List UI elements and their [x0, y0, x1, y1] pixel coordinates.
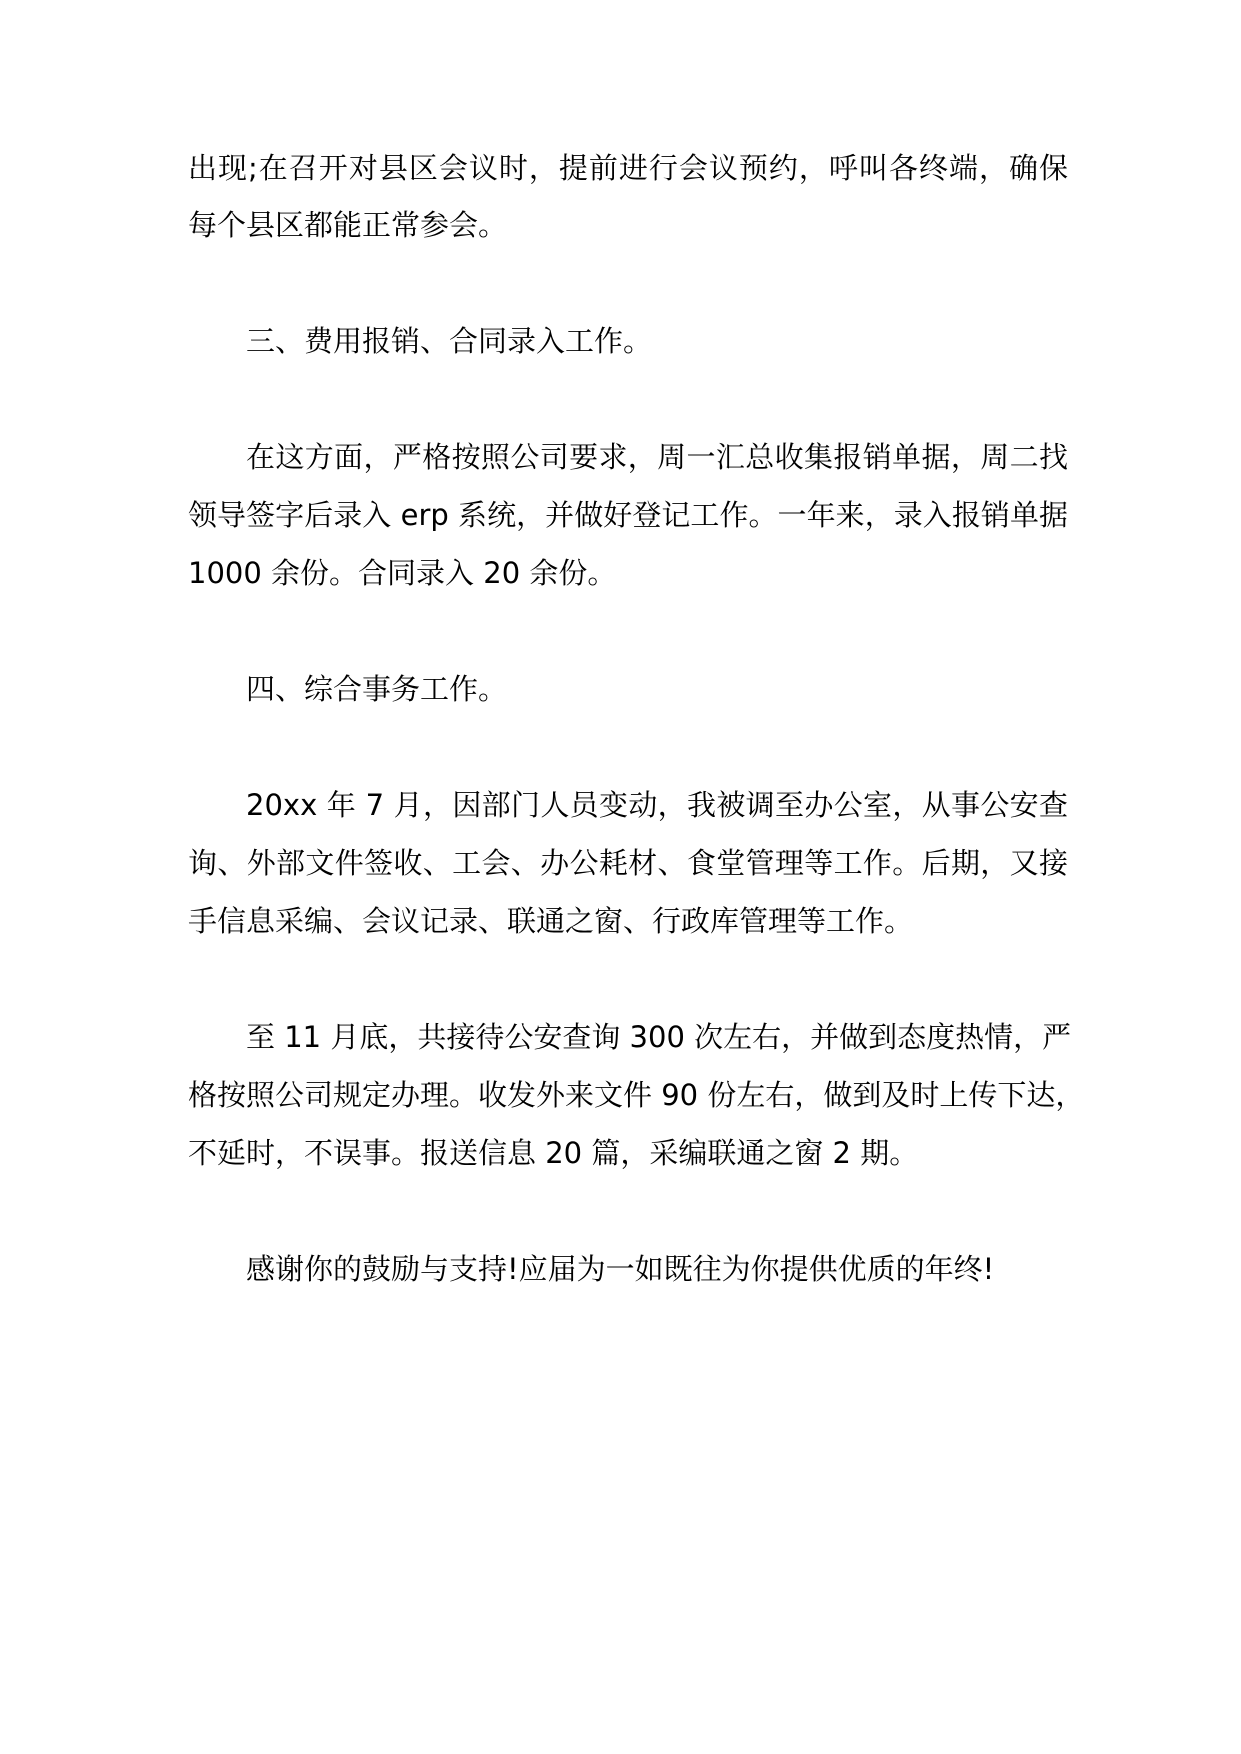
paragraph-line: 格按照公司规定办理。收发外来文件 90 份左右，做到及时上传下达， — [188, 1078, 1085, 1112]
section-heading: 三、费用报销、合同录入工作。 — [246, 324, 653, 358]
paragraph-line: 在这方面，严格按照公司要求，周一汇总收集报销单据，周二找 — [246, 440, 1068, 474]
paragraph-line: 至 11 月底，共接待公安查询 300 次左右，并做到态度热情，严 — [246, 1020, 1072, 1054]
paragraph-line: 出现;在召开对县区会议时，提前进行会议预约，呼叫各终端，确保 — [188, 151, 1068, 185]
paragraph-line: 20xx 年 7 月，因部门人员变动，我被调至办公室，从事公安查 — [246, 788, 1068, 822]
paragraph-line: 领导签字后录入 erp 系统，并做好登记工作。一年来，录入报销单据 — [188, 498, 1068, 532]
paragraph-line: 每个县区都能正常参会。 — [188, 208, 508, 242]
paragraph-line: 询、外部文件签收、工会、办公耗材、食堂管理等工作。后期，又接 — [188, 846, 1068, 880]
closing-line: 感谢你的鼓励与支持!应届为一如既往为你提供优质的年终! — [246, 1252, 995, 1286]
paragraph-line: 不延时，不误事。报送信息 20 篇，采编联通之窗 2 期。 — [188, 1136, 919, 1170]
paragraph-line: 1000 余份。合同录入 20 余份。 — [188, 556, 617, 590]
section-heading: 四、综合事务工作。 — [246, 672, 508, 706]
paragraph-line: 手信息采编、会议记录、联通之窗、行政库管理等工作。 — [188, 904, 914, 938]
